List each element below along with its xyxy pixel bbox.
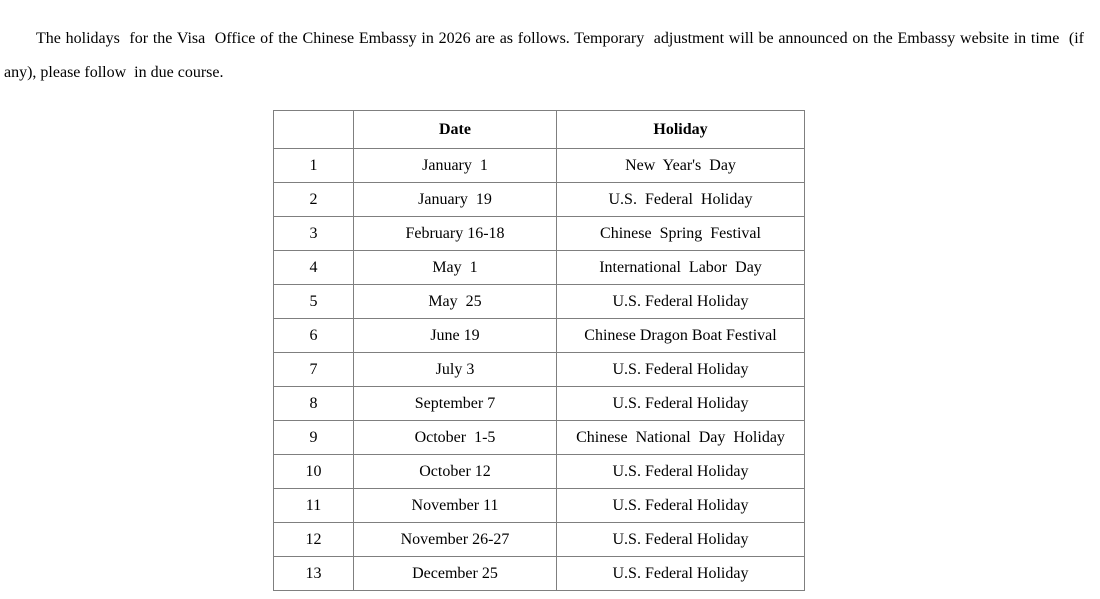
row-number: 12 <box>274 523 354 557</box>
row-date: October 1-5 <box>354 421 557 455</box>
table-row <box>274 285 805 319</box>
row-number: 6 <box>274 319 354 353</box>
row-date: January 19 <box>354 183 557 217</box>
row-date: January 1 <box>354 149 557 183</box>
row-holiday: New Year's Day <box>557 149 805 183</box>
row-holiday: Chinese National Day Holiday <box>557 421 805 455</box>
header-date: Date <box>354 111 557 149</box>
table-row <box>274 421 805 455</box>
row-date: September 7 <box>354 387 557 421</box>
row-date: October 12 <box>354 455 557 489</box>
table-row <box>274 557 805 591</box>
row-number: 2 <box>274 183 354 217</box>
table-row <box>274 149 805 183</box>
table-row <box>274 183 805 217</box>
table-row <box>274 523 805 557</box>
row-number: 1 <box>274 149 354 183</box>
row-date: February 16-18 <box>354 217 557 251</box>
header-holiday: Holiday <box>557 111 805 149</box>
row-date: November 11 <box>354 489 557 523</box>
intro-paragraph: The holidays for the Visa Office of the Chinese Embassy in 2026 are as follows. Temporary adjustment will be announced on the Embassy website in time (if any), please follow in due course. <box>4 30 1088 81</box>
header-number <box>274 111 354 149</box>
row-number: 11 <box>274 489 354 523</box>
table-row <box>274 353 805 387</box>
row-holiday: U.S. Federal Holiday <box>557 489 805 523</box>
table-row <box>274 455 805 489</box>
row-date: May 1 <box>354 251 557 285</box>
row-number: 10 <box>274 455 354 489</box>
row-number: 9 <box>274 421 354 455</box>
row-date: July 3 <box>354 353 557 387</box>
row-number: 13 <box>274 557 354 591</box>
row-date: December 25 <box>354 557 557 591</box>
row-holiday: U.S. Federal Holiday <box>557 353 805 387</box>
row-holiday: Chinese Spring Festival <box>557 217 805 251</box>
row-date: November 26-27 <box>354 523 557 557</box>
row-holiday: U.S. Federal Holiday <box>557 455 805 489</box>
table-row <box>274 251 805 285</box>
row-holiday: Chinese Dragon Boat Festival <box>557 319 805 353</box>
row-holiday: International Labor Day <box>557 251 805 285</box>
row-number: 4 <box>274 251 354 285</box>
row-number: 3 <box>274 217 354 251</box>
row-number: 5 <box>274 285 354 319</box>
row-holiday: U.S. Federal Holiday <box>557 557 805 591</box>
table-header-row <box>274 111 805 149</box>
row-number: 7 <box>274 353 354 387</box>
row-number: 8 <box>274 387 354 421</box>
row-holiday: U.S. Federal Holiday <box>557 387 805 421</box>
table-row <box>274 387 805 421</box>
row-holiday: U.S. Federal Holiday <box>557 285 805 319</box>
table-row <box>274 319 805 353</box>
row-date: June 19 <box>354 319 557 353</box>
table-row <box>274 217 805 251</box>
row-holiday: U.S. Federal Holiday <box>557 523 805 557</box>
row-date: May 25 <box>354 285 557 319</box>
row-holiday: U.S. Federal Holiday <box>557 183 805 217</box>
table-row <box>274 489 805 523</box>
holiday-table <box>273 110 805 591</box>
